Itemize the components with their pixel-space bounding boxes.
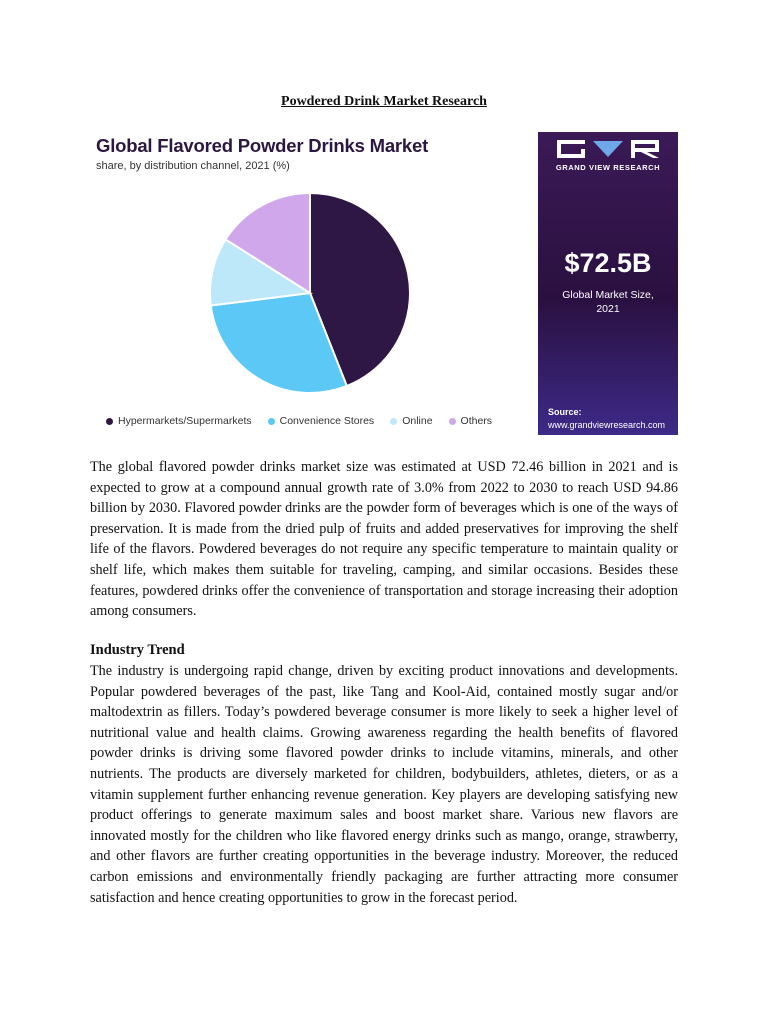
legend-dot-icon — [106, 418, 113, 425]
legend-label: Convenience Stores — [279, 415, 375, 427]
legend-dot-icon — [390, 418, 397, 425]
legend-label: Hypermarkets/Supermarkets — [118, 415, 252, 427]
legend-label: Online — [402, 415, 433, 427]
market-figure — [90, 132, 678, 435]
industry-trend-paragraph: The industry is undergoing rapid change, driven by exciting product innovations and developments. Popular powdered beverages of the past, like Tang and Kool-Aid, contained mostly sugar and/or maltodextrin as fillers. Today’s powdered beverage consumer is more likely to seek a higher level of nutritional value and health claims. Growing awareness regarding the health benefits of flavored powder drinks is driving some flavored powder drinks to include vitamins, minerals, and other nutrients. The products are diversely marketed for children, bodybuilders, athletes, dieters, or as a vitamin supplement further enhancing revenue generation. Key players are developing satisfying new product offerings to generate maximum sales and boost market share. Various new flavors are innovated mostly for the children who like flavored energy drinks such as mango, orange, strawberry, and other flavors are further creating opportunities in the beverage industry. Moreover, the reduced carbon emissions and environmentally friendly packaging are further attracting more consumer satisfaction and hence creating opportunities to grow in the forecast period. — [90, 663, 678, 906]
summary-panel — [538, 132, 678, 435]
section-heading: Industry Trend — [90, 642, 185, 658]
intro-paragraph: The global flavored powder drinks market size was estimated at USD 72.46 billion in 2021 and is expected to grow at a compound annual growth rate of 3.0% from 2022 to 2030 to reach USD 94.86 billion by 2030. Flavored powder drinks are the powder form of beverages which is one of the ways of preservation. It is made from the dried pulp of fruits and added preservatives for improving the shelf life of the flavors. Powdered beverages do not require any specific temperature to maintain quality or shelf life, which makes them suitable for traveling, camping, and similar occasions. Besides these features, powdered drinks offer the convenience of transportation and storage increasing their adoption among consumers. — [90, 459, 678, 620]
chart-subtitle: share, by distribution channel, 2021 (%) — [96, 160, 290, 172]
legend-dot-icon — [449, 418, 456, 425]
document-title: Powdered Drink Market Research — [281, 94, 487, 109]
market-size-caption-line2: 2021 — [596, 303, 620, 315]
chart-legend — [106, 415, 492, 427]
market-size-caption — [538, 288, 678, 316]
brand-name: GRAND VIEW RESEARCH — [555, 163, 661, 172]
source-label: Source: — [548, 407, 582, 417]
legend-item — [106, 415, 252, 427]
source-url: www.grandviewresearch.com — [548, 420, 666, 430]
legend-item — [390, 415, 432, 427]
legend-dot-icon — [268, 418, 275, 425]
legend-label: Others — [460, 415, 493, 427]
grand-view-research-logo — [557, 140, 659, 160]
chart-title: Global Flavored Powder Drinks Market — [96, 135, 429, 156]
chart-panel — [90, 132, 532, 435]
market-size-caption-line1: Global Market Size, — [562, 289, 654, 301]
legend-item — [449, 415, 493, 427]
legend-item — [268, 415, 375, 427]
market-size-value: $72.5B — [564, 248, 652, 278]
pie-chart — [90, 132, 532, 412]
